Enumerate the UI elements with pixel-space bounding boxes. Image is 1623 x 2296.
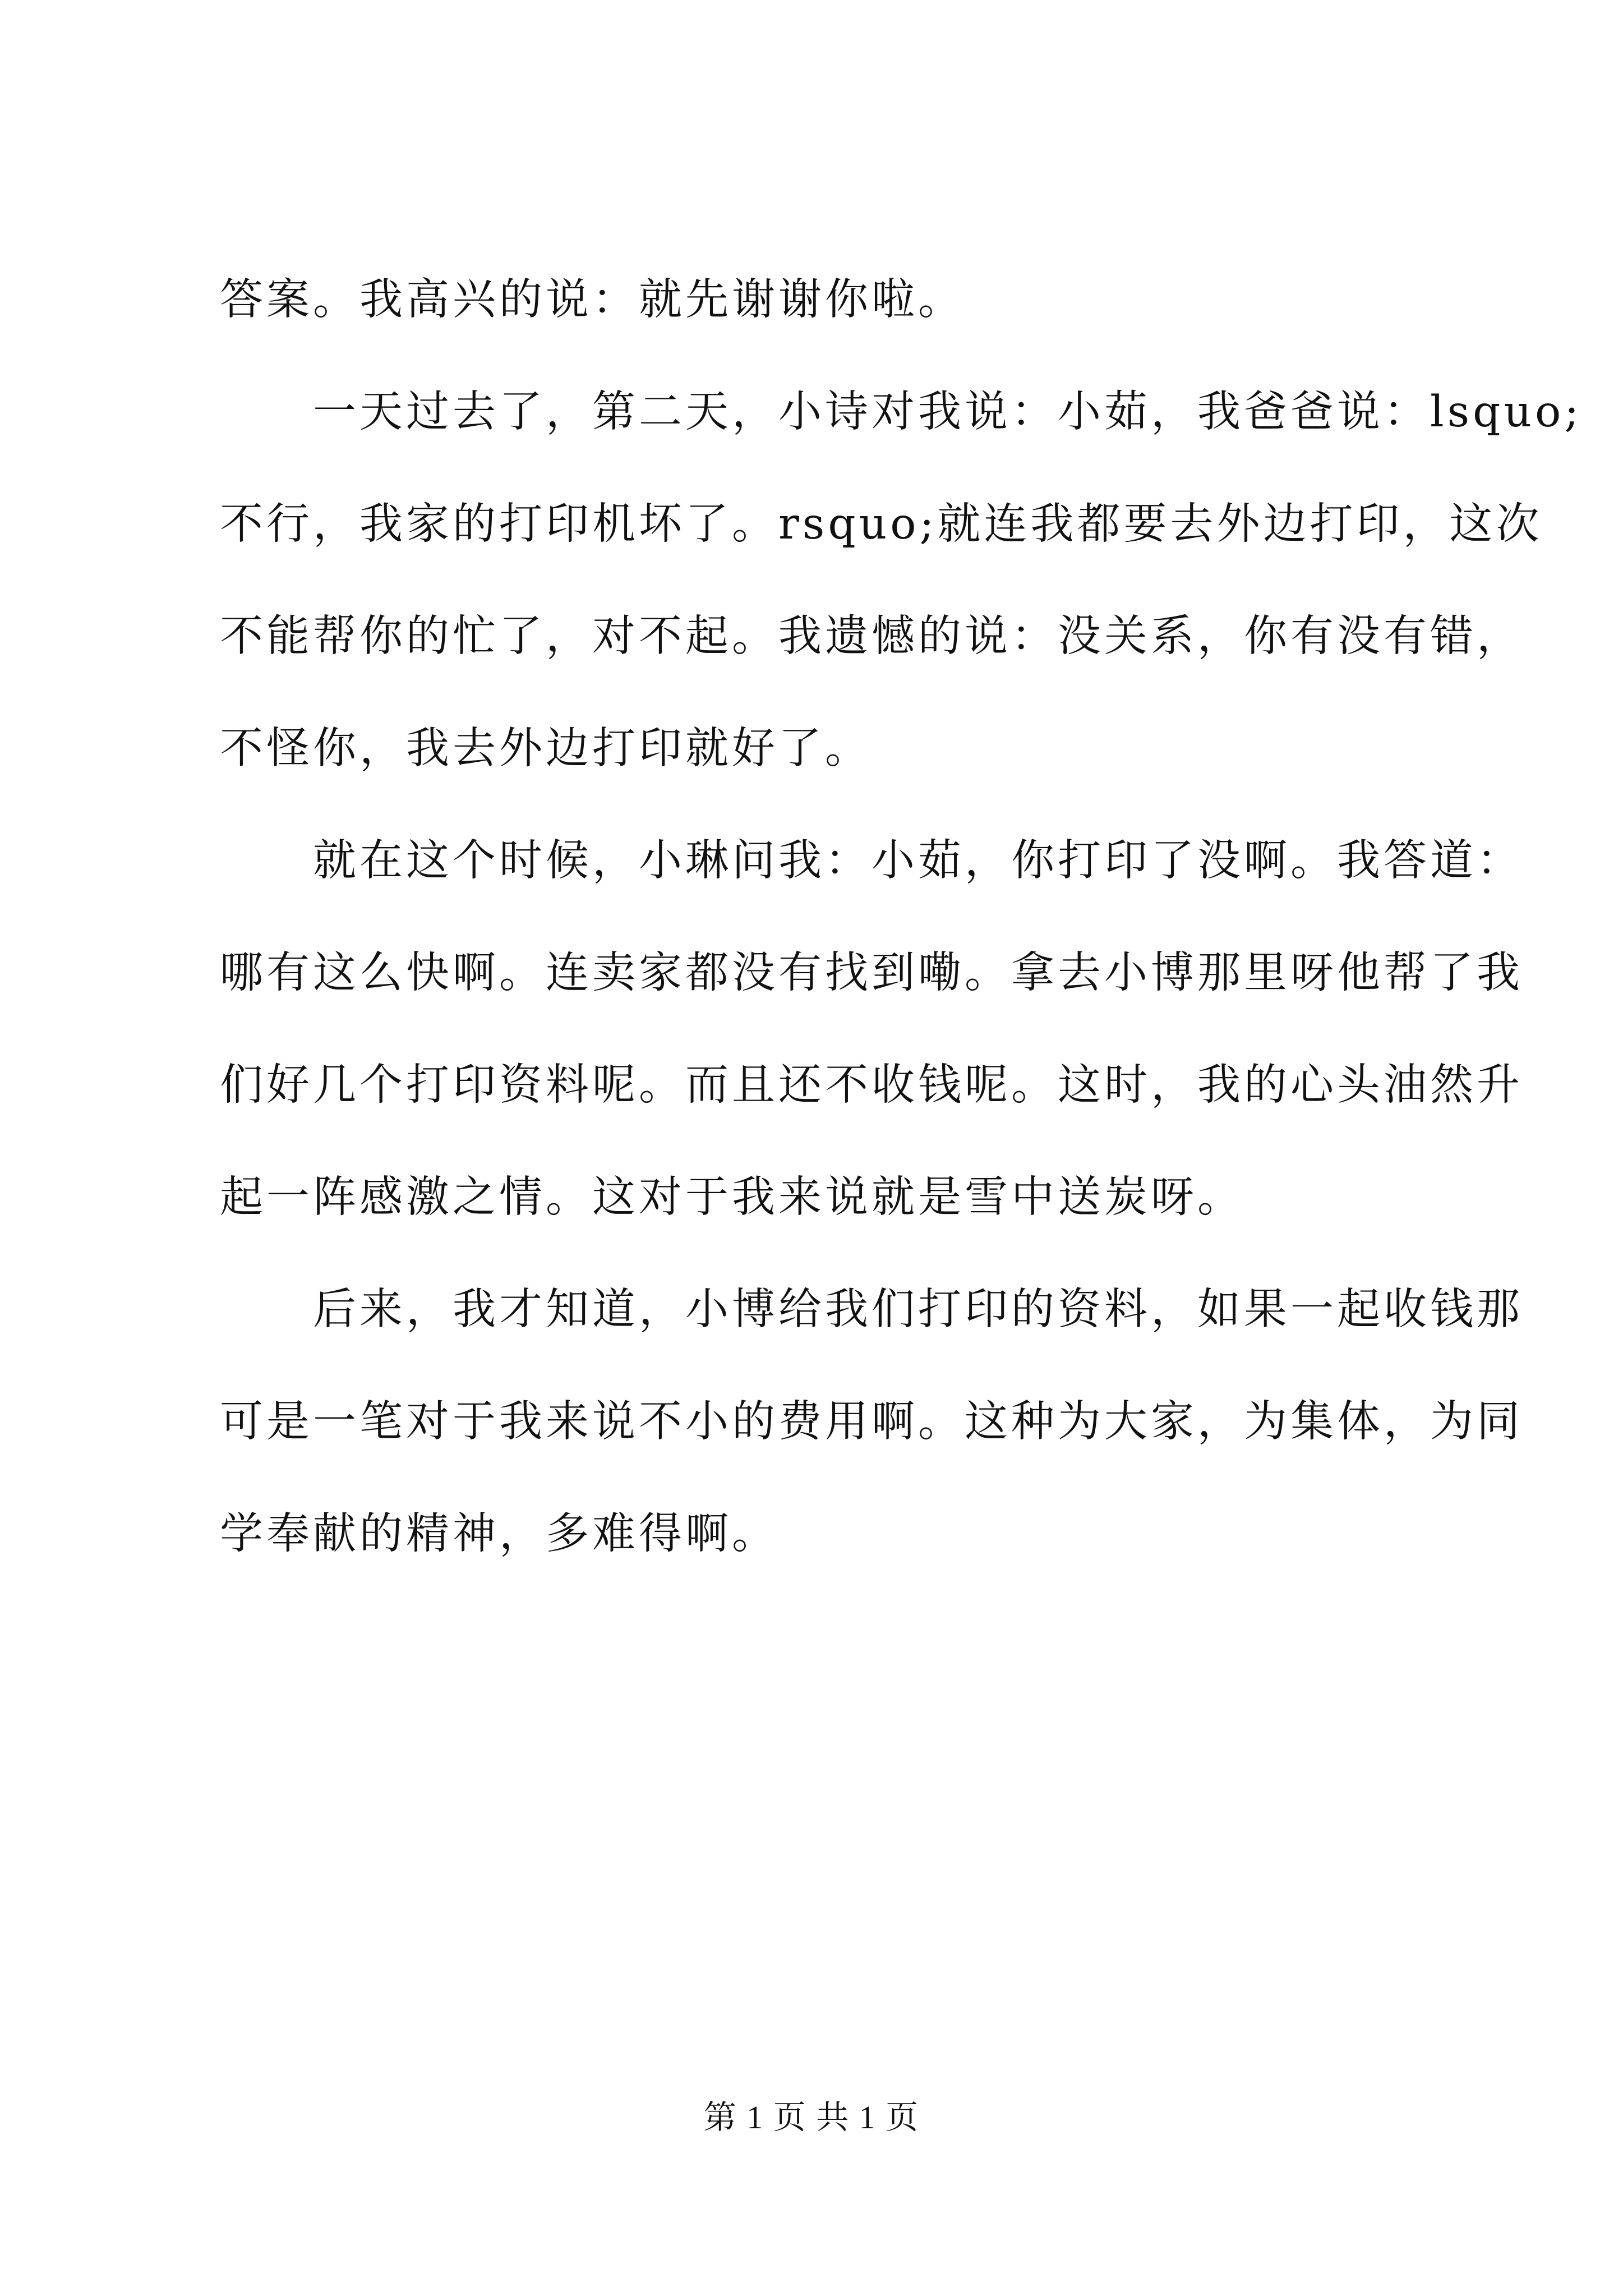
text-line: 学奉献的精神，多难得啊。	[220, 1509, 778, 1559]
text-line: 不行，我家的打印机坏了。rsquo;就连我都要去外边打印，这次	[220, 499, 1543, 549]
text-line: 们好几个打印资料呢。而且还不收钱呢。这时，我的心头油然升	[220, 1060, 1523, 1110]
text-line: 一天过去了，第二天，小诗对我说：小茹，我爸爸说：lsquo;	[220, 387, 1583, 437]
text-line: 不怪你，我去外边打印就好了。	[220, 724, 872, 774]
text-line: 不能帮你的忙了，对不起。我遗憾的说：没关系，你有没有错，	[220, 611, 1523, 661]
page-number-footer: 第 1 页 共 1 页	[703, 2099, 920, 2136]
text-line: 起一阵感激之情。这对于我来说就是雪中送炭呀。	[220, 1172, 1244, 1222]
text-line: 后来，我才知道，小博给我们打印的资料，如果一起收钱那	[220, 1285, 1523, 1335]
text-line: 哪有这么快啊。连卖家都没有找到嘞。拿去小博那里呀他帮了我	[220, 948, 1523, 998]
text-line: 答案。我高兴的说：就先谢谢你啦。	[220, 275, 965, 325]
text-line: 就在这个时候，小琳问我：小茹，你打印了没啊。我答道：	[220, 836, 1523, 886]
text-line: 可是一笔对于我来说不小的费用啊。这种为大家，为集体，为同	[220, 1397, 1523, 1447]
